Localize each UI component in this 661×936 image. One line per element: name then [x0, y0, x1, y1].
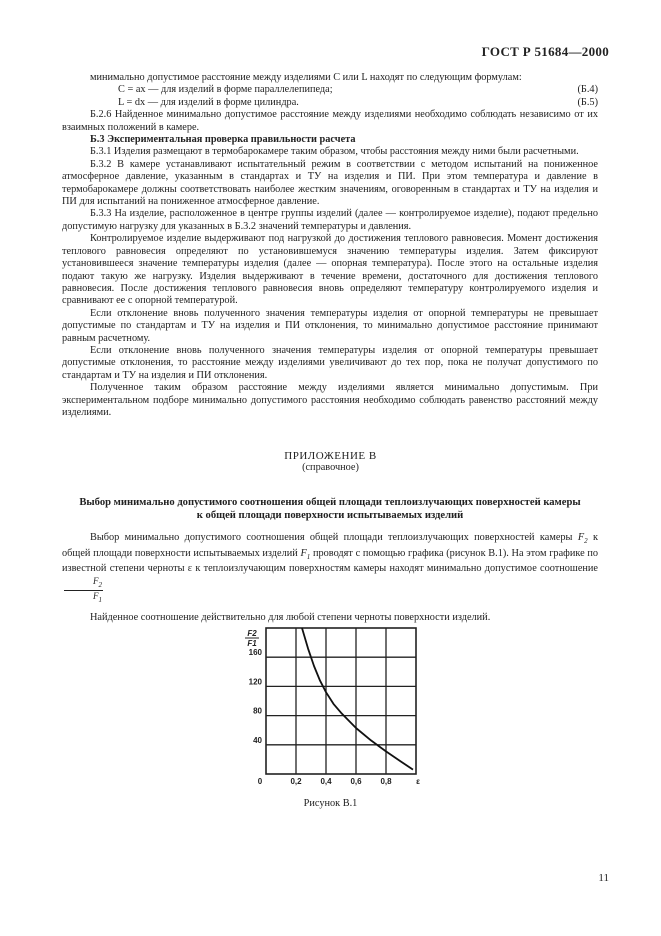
- symbol-f2: $F_2$: [577, 532, 588, 546]
- y-tick-label: 120: [248, 677, 262, 687]
- paragraph-result: Полученное таким образом расстояние между изделиями является минимально допустимым. При экспериментальном подборе минимально допустимого расстояния необходимо соблюдать равенство расстояний между изделиями.: [62, 382, 598, 418]
- subsection-heading-b3: Б.3 Экспериментальная проверка правильности расчета: [90, 134, 356, 146]
- y-tick-label: 80: [253, 706, 262, 716]
- formula-b5-number: (Б.5): [577, 96, 598, 108]
- formula-b4: [62, 84, 598, 96]
- appendix-paragraph-1: Выбор минимально допустимого соотношения общей площади теплоизлучающих поверхностей камеры $F_2$ к общей площади поверхности испытываемых изделий $F_1$ проводят с помощью графика (рисунок В.1). На этом графике по известной степени черноты ε к теплоизлучающим поверхностям камеры находят минимально допустимое соотношение $\frac{F_2}{F_1}$: [62, 532, 599, 604]
- paragraph-b26: Б.2.6 Найденное минимально допустимое расстояние между изделиями необходимо соблюдать независимо от их взаимных положений в камере.: [62, 109, 598, 133]
- paragraph-b31: Б.3.1 Изделия размещают в термобарокамере таким образом, чтобы расстояния между ними были расчетными.: [90, 146, 579, 158]
- y-axis-label-denominator: F1: [247, 639, 257, 648]
- plot-frame: [266, 628, 416, 774]
- y-axis-label-numerator: F2: [247, 629, 257, 638]
- symbol-f1: $F_1$: [300, 547, 311, 561]
- appendix-heading-line1: Выбор минимально допустимого соотношения общей площади теплоизлучающих поверхностей камеры: [79, 497, 581, 508]
- x-tick-label: 0: [257, 777, 263, 786]
- formula-b4-number: (Б.4): [577, 84, 598, 96]
- appendix-paragraph-2: Найденное соотношение действительно для любой степени черноты поверхности изделий.: [90, 612, 491, 624]
- paragraph-exceed: Если отклонение вновь полученного значения температуры изделия от опорной температуры превышает допустимые отклонения, то расстояние между изделиями увеличивают до тех пор, пока не получат допустимого по стандартам и ТУ на изделия и ПИ отклонения.: [62, 344, 598, 381]
- appendix-title: ПРИЛОЖЕНИЕ В: [284, 450, 377, 462]
- paragraph-b32: Б.3.2 В камере устанавливают испытательный режим в соответствии с методом испытаний на пониженное атмосферное давление, указанным в стандартах и ТУ на изделия и ПИ. При этом температура и давление в термобарокамере должны соответствовать наиболее жестким значениям, оговоренным в стандартах и ТУ на изделия и ПИ для испытаний на пониженное атмосферное давление.: [62, 158, 598, 208]
- x-tick-label: 0,8: [380, 777, 392, 786]
- paragraph-b33: Б.3.3 На изделие, расположенное в центре группы изделий (далее — контролируемое изделие), подают предельно допустимую нагрузку для указанных в Б.3.2 значений температуры и давления.: [62, 208, 598, 232]
- page-number: 11: [598, 872, 609, 884]
- x-axis-label: ε: [416, 777, 420, 786]
- section-b-text: [62, 72, 598, 419]
- x-tick-label: 0,2: [290, 777, 302, 786]
- x-tick-label: 0,6: [350, 777, 362, 786]
- figure-caption: Рисунок В.1: [303, 798, 358, 809]
- y-tick-label: 160: [248, 648, 262, 658]
- appendix-status: (справочное): [302, 462, 359, 473]
- ratio-fraction: $\frac{F_2}{F_1}$: [64, 576, 103, 605]
- formula-b5-text: L = dx — для изделий в форме цилиндра.: [118, 96, 299, 108]
- figure-b1-chart: [238, 622, 428, 792]
- x-tick-label: 0,4: [320, 777, 332, 786]
- appendix-heading-line2: к общей площади поверхности испытываемых изделий: [196, 510, 464, 521]
- appendix-text: [62, 532, 598, 625]
- appendix-heading: [62, 496, 598, 522]
- y-tick-label: 40: [253, 735, 262, 745]
- formula-b4-text: C = ax — для изделий в форме параллелепипеда;: [118, 84, 333, 96]
- paragraph-not-exceed: Если отклонение вновь полученного значения температуры изделия от опорной температуры не превышает допустимые по стандартам и ТУ на изделия и ПИ отклонения, то минимально допустимое расстояние принимают равным расчетному.: [62, 307, 598, 344]
- document-code: ГОСТ Р 51684—2000: [481, 44, 609, 59]
- paragraph-control: Контролируемое изделие выдерживают под нагрузкой до достижения теплового равновесия. Момент достижения теплового равновесия определяют по установившемуся значению температуры изделия. Затем фиксируют установившееся значение температуры изделия (далее — опорная температура). После этого на остальные изделия подают такую же нагрузку. Изделия выдерживают в течение времени, достаточного для достижения теплового равновесия. После достижения теплового равновесия вновь определяют температуру контролируемого изделия и сравнивают ее с опорной температурой.: [62, 233, 598, 307]
- chart-svg: [238, 622, 428, 792]
- formula-b5: [62, 97, 598, 109]
- paragraph-intro: минимально допустимое расстояние между изделиями C или L находят по следующим формулам:: [90, 72, 522, 83]
- series-line: [302, 628, 413, 770]
